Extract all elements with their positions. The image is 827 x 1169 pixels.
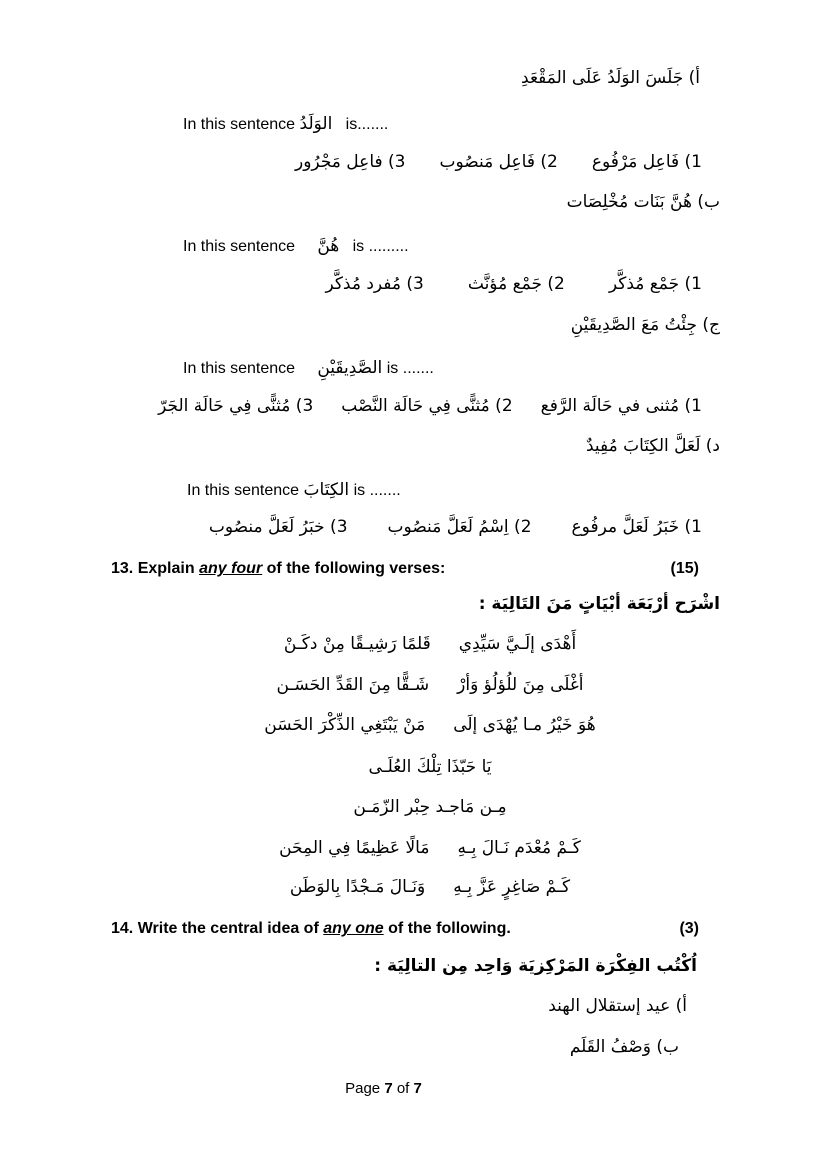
verse-hemistich: أغْلَى مِنَ للُؤلُؤ وَأرْ (457, 675, 584, 695)
verse-hemistich: شَـقًّا مِنَ القَدِّ الحَسَـن (276, 675, 430, 695)
q12d-prompt (187, 480, 401, 500)
verse-hemistich: قَلمًا رَشِيـقًا مِنْ دكَـنْ (283, 634, 431, 654)
q12a-options (295, 152, 702, 172)
heading-text-end: of the following. (388, 920, 511, 937)
option-2: 2) فَاعِل مَنصُوب (439, 152, 558, 172)
prompt-text: In this sentence (183, 238, 296, 255)
prompt-suffix: is....... (345, 116, 389, 133)
option-1: 1) فَاعِل مَرْفُوع (591, 152, 702, 172)
heading-emphasis: any four (199, 560, 263, 577)
option-2: 2) اِسْمُ لَعَلَّ مَنصُوب (387, 517, 532, 537)
q14-heading (111, 920, 699, 938)
verse-7 (0, 877, 827, 897)
verse-4 (0, 757, 827, 777)
verse-hemistich: وَنَـالَ مَـجْدًا بِالوَطَن (289, 877, 426, 897)
option-2: 2) مُثنًّى فِي حَالَة النَّصْب (341, 396, 513, 416)
q12d-options (209, 517, 702, 537)
heading-text: Write the central idea of (137, 920, 319, 937)
verse-hemistich: مَنْ يَبْتَغِي الذِّكْرَ الحَسَن (264, 715, 426, 735)
q14-item-a: أ) عيد إستقلال الهند (548, 996, 687, 1016)
prompt-suffix: is ....... (353, 482, 401, 499)
prompt-suffix: is ....... (386, 360, 434, 377)
marks: (3) (679, 920, 699, 937)
q12b-prompt (183, 236, 409, 256)
verse-hemistich: كَـمْ مُعْدَم نَـالَ بِـهِ (457, 838, 581, 858)
option-3: 3) خبَرُ لَعَلَّ منصُوب (208, 517, 348, 537)
q14-item-b: ب) وَصْفُ القَلَم (569, 1037, 679, 1057)
option-2: 2) جَمْع مُؤنَّث (467, 274, 565, 294)
verse-hemistich: هُوَ خَيْرُ مـا يُهْدَى إلَى (453, 715, 596, 735)
verse-hemistich: يَا حَبّذَا تِلْكَ العُلَـى (368, 757, 492, 777)
prompt-text: In this sentence (183, 360, 296, 377)
page-footer (0, 1080, 767, 1097)
verse-hemistich: كَـمْ صَاغِرٍ عَزَّ بِـهِ (453, 877, 571, 897)
heading-text: Explain (137, 560, 195, 577)
verse-hemistich: مَالًا عَظِيمًا فِي المِحَن (279, 838, 430, 858)
prompt-word: الكِتَابَ (303, 480, 350, 500)
verse-6 (0, 838, 827, 858)
verse-hemistich: مِـن مَاجـد حِبْر الزّمَـن (353, 797, 507, 817)
verse-1 (0, 634, 827, 654)
verse-2 (0, 675, 827, 695)
verse-3 (0, 715, 827, 735)
option-1: 1) خَبَرُ لَعَلَّ مرفُوع (571, 517, 702, 537)
option-3: 3) فاعِل مَجْرُور (295, 152, 406, 172)
option-3: 3) مُفرد مُذكَّر (325, 274, 424, 294)
q12b-sentence: ب) هُنَّ بَنَات مُخْلِصَات (566, 192, 720, 212)
verse-hemistich: أَهْدَى إلَـيَّ سَيِّدِي (458, 634, 577, 654)
marks: (15) (670, 560, 699, 577)
q12a-prompt (183, 114, 388, 134)
q12c-prompt (183, 358, 434, 378)
q12c-sentence: ج) جِئْتُ مَعَ الصَّدِيقَيْنِ (570, 315, 720, 335)
option-1: 1) جَمْع مُذكَّر (608, 274, 702, 294)
verse-5 (0, 797, 827, 817)
option-1: 1) مُثنى في حَالَة الرَّفع (540, 396, 702, 416)
prompt-word: الوَلَدُ (299, 114, 333, 134)
footer-of: of (396, 1080, 410, 1097)
footer-page-label: Page (345, 1080, 381, 1097)
question-number: 13. (111, 560, 134, 577)
option-3: 3) مُثنًّى فِي حَالَة الجَرّ (158, 396, 314, 416)
total-pages: 7 (413, 1080, 422, 1097)
question-number: 14. (111, 920, 134, 937)
prompt-text: In this sentence (187, 482, 300, 499)
q14-arabic-heading: اُكْتُب الفِكْرَة المَرْكِزيَة وَاحِد مِن التالِيَة : (374, 956, 697, 976)
heading-emphasis: any one (323, 920, 384, 937)
prompt-word: هُنَّ (317, 236, 340, 256)
heading-text-end: of the following verses: (266, 560, 446, 577)
prompt-text: In this sentence (183, 116, 296, 133)
q12a-sentence: أ) جَلَسَ الوَلَدُ عَلَى المَقْعَدِ (521, 68, 700, 88)
q13-arabic-heading: اشْرَح أرْبَعَة أبْيَاتٍ مَنَ التَالِيَة : (478, 594, 720, 614)
q13-heading (111, 560, 699, 578)
q12b-options (325, 274, 702, 294)
q12d-sentence: د) لَعَلَّ الكِتَابَ مُفِيدٌ (585, 436, 720, 456)
q12c-options (158, 396, 702, 416)
prompt-word: الصَّدِيقَيْنِ (317, 358, 383, 378)
current-page: 7 (384, 1080, 393, 1097)
prompt-suffix: is ......... (352, 238, 409, 255)
